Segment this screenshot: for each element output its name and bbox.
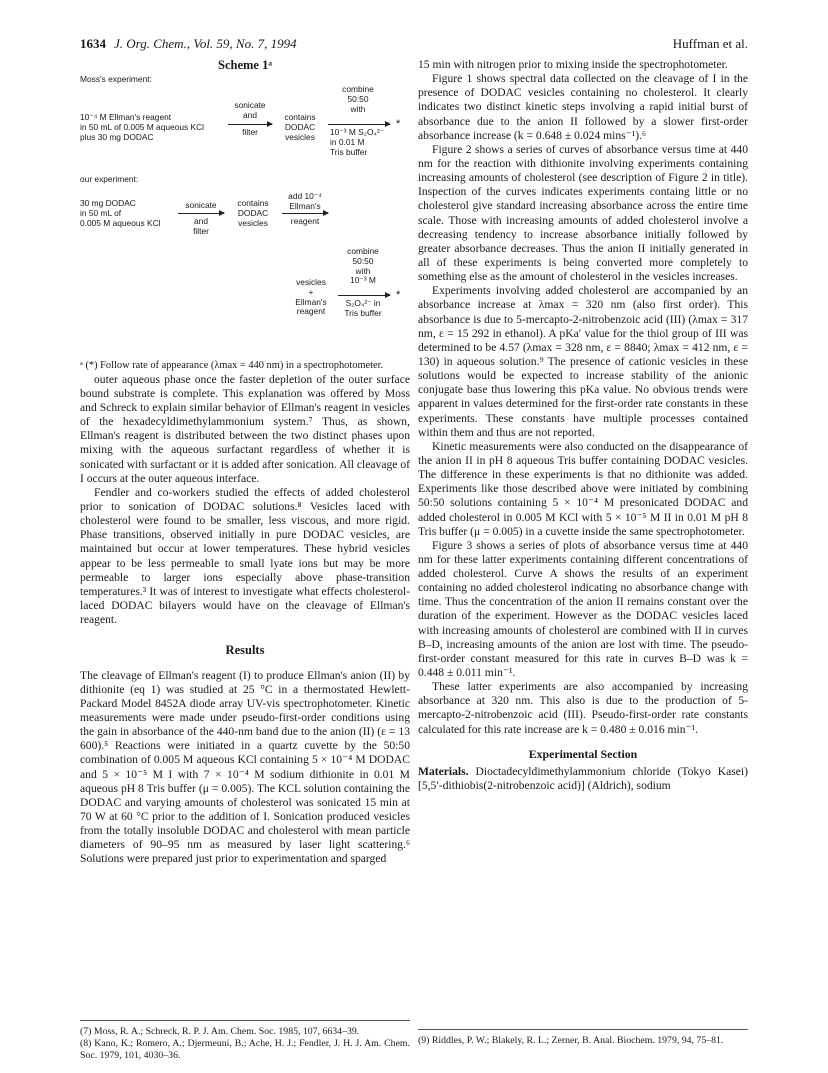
our-experiment-label: our experiment: xyxy=(80,174,139,185)
moss-product: contains DODAC vesicles xyxy=(284,112,316,142)
moss-arrow1 xyxy=(228,124,272,125)
our-follow-star: * xyxy=(396,289,401,302)
paragraph: These latter experiments are also accompanied by increasing absorbance at 320 nm. This also is due to the production of 5-mercapto-2-nitrobenzoic acid (III). Pseudo-first-order rate constants calculated for this rate increase are k = 0.480 ± 0.016 min⁻¹. xyxy=(418,680,748,736)
journal-citation: J. Org. Chem., Vol. 59, No. 7, 1994 xyxy=(114,36,297,51)
running-head xyxy=(80,36,297,52)
paragraph: The cleavage of Ellman's reagent (I) to produce Ellman's anion (II) by dithionite (eq 1) was studied at 25 °C in a thermostated Hewlett-Packard Model 8452A diode array UV-vis spectrophotometer. Kinetic measurements were made under pseudo-first-order conditions using the gain in absorbance of the 440-nm band due to the anion (II) (ε = 13 600).⁵ Reactions were initiated in a quartz cuvette by the 50:50 combination of 0.005 M aqueous KCl containing 5 × 10⁻⁴ M DODAC and 5 × 10⁻⁵ M I with 7 × 10⁻⁴ M sodium dithionite in 0.01 M aqueous pH 8 Tris buffer (μ = 0.005). The KCL solution containing the DODAC and varying amounts of cholesterol was sonicated 15 min at 70 W at 60 °C prior to the addition of I. Sonication produced vesicles from the totally insoluble DODAC and cholesterol with mean particle diameters of 90–95 nm as measured by laser light scattering.⁶ Solutions were prepared just prior to experimentation and sparged xyxy=(80,668,410,866)
our-arrow3-top: combine 50:50 with 10⁻³ M xyxy=(347,246,379,286)
paragraph: Figure 2 shows a series of curves of absorbance versus time at 440 nm for the reaction with dithionite involving experiments containing increasing amounts of cholesterol (see description of Figure 2 in title). Inspection of the curves indicates experiments containg little or no cholesterol give standard increasing absorbance across the entire time scale. Those with increasing amounts of added cholesterol involve a decreasing tendency to increase absorbance initially followed by greater absorbance decreases. Thus the anion II initially generated in all of these experiments is being converted more completely to something else as the amount of cholesterol in the vesicles increases. xyxy=(418,142,748,284)
scheme-diagram xyxy=(80,75,410,360)
moss-arrow2-bottom: 10⁻³ M S₂O₄²⁻ in 0.01 M Tris buffer xyxy=(330,127,385,157)
moss-arrow1-bottom: filter xyxy=(242,127,258,138)
paragraph: Figure 3 shows a series of plots of absorbance versus time at 440 nm for these latter experiments containing different concentrations of added cholesterol. Curve A shows the results of an experiment containing no added cholesterol indicating no absorbance change with time. Thus the concentration of the anion II remains constant over the duration of the experiment. However as the DODAC vesicles laced with increasing amounts of cholesterol are combined with II in curves B–D, increasing amounts of the anion are lost with time. The pseudo-first-order constant measured for this rate in curves B–D was k = 0.448 ± 0.011 min⁻¹. xyxy=(418,538,748,680)
section-heading-results: Results xyxy=(225,643,265,658)
moss-arrow2-top: combine 50:50 with xyxy=(342,84,374,114)
our-arrow3-bottom: S₂O₄²⁻ in Tris buffer xyxy=(344,298,382,318)
footnote-9: (9) Riddles, P. W.; Blakely, R. L.; Zerner, B. Anal. Biochem. 1979, 94, 75–81. xyxy=(418,1035,724,1046)
footnote-7: (7) Moss, R. A.; Schreck, R. P. J. Am. Chem. Soc. 1985, 107, 6634–39. xyxy=(80,1026,360,1037)
our-reagent: 30 mg DODAC in 50 mL of 0.005 M aqueous KCl xyxy=(80,198,161,228)
scheme-footnote: ᵃ (*) Follow rate of appearance (λmax = 440 nm) in a spectrophotometer. xyxy=(80,360,384,372)
footnotes-left xyxy=(80,1020,410,1061)
page-header xyxy=(80,36,748,54)
paragraph: Kinetic measurements were also conducted on the disappearance of the anion II in pH 8 aqueous Tris buffer containing DODAC vesicles. The difference in these experiments is that no dithionite was added. Experiments like those described above were initiated by combining 50:50 solutions containing 5 × 10⁻⁴ M presonicated DODAC and added cholesterol in 0.005 M KCl with 5 × 10⁻⁵ M II in 0.01 M pH 8 Tris buffer (μ = 0.005) in a cuvette inside the same spectrophotometer. xyxy=(418,439,748,538)
our-arrow3 xyxy=(338,295,390,296)
moss-arrow1-top: sonicate and xyxy=(234,100,266,120)
moss-reagent: 10⁻⁴ M Ellman's reagent in 50 mL of 0.005 M aqueous KCl plus 30 mg DODAC xyxy=(80,112,204,142)
our-arrow2-top: add 10⁻⁴ Ellman's xyxy=(288,191,322,211)
moss-follow-star: * xyxy=(396,118,401,131)
materials-text: Dioctadecyldimethylammonium chloride (Tokyo Kasei) [5,5′-dithiobis(2-nitrobenzoic acid)] (Aldrich), sodium xyxy=(418,765,748,793)
our-arrow2 xyxy=(282,213,328,214)
subsection-lead: Materials. xyxy=(418,765,469,779)
right-column xyxy=(418,58,748,793)
paragraph: Fendler and co-workers studied the effects of added cholesterol prior to sonication of DODAC solutions.⁸ Vesicles laced with cholesterol were found to be smaller, less viscous, and more rigid. Phase transitions, observed initially in pure DODAC vesicles, are maintained but occur at lower temperatures. These hybrid vesicles appear to be less permeable to small lyate ions but may be more permeable to larger ions especially above phase-transition temperatures.³ It was of interest to investigate what effects cholesterol-laced DODAC bilayers would have on the cleavage of Ellman's reagent. xyxy=(80,485,410,627)
paragraph: outer aqueous phase once the faster depletion of the outer surface bound substrate is complete. This explanation was offered by Moss and Schreck to explain similar behavior of Ellman's reagent in vesicles of the hexadecyldimethylammonium system.⁷ Thus, as shown, Ellman's reagent is distributed between the two distinct phases upon mixing with the aqueous surfactant regardless of whether it is sonicated with surfactant or it is added after sonication. All cleavage of I occurs at the outer aqueous interface. xyxy=(80,372,410,485)
our-arrow1-top: sonicate xyxy=(185,200,217,211)
section-heading-experimental: Experimental Section xyxy=(528,746,638,761)
footnote-8: (8) Kano, K.; Romero, A.; Djermeuni, B.; Ache, H. J.; Fendler, J. H. J. Am. Chem. Soc. 1979, 101, 4030–36. xyxy=(80,1037,410,1061)
left-column xyxy=(80,58,410,866)
our-product: contains DODAC vesicles xyxy=(237,198,269,228)
paragraph: 15 min with nitrogen prior to mixing inside the spectrophotometer. xyxy=(418,58,728,71)
our-mix: vesicles + Ellman's reagent xyxy=(295,277,327,317)
footnotes-right xyxy=(418,1029,748,1047)
paragraph: Experiments involving added cholesterol are accompanied by an absorbance increase at λmax = 320 nm (also first order). This absorbance is due to 5-mercapto-2-nitrobenzoic acid (III) (λmax = 317 nm, ε = 15 292 in ethanol). A pKa′ value for the thiol group of III was determined to be 4.57 (λmax = 328 nm, ε = 8840; λmax = 412 nm, ε = 130) in aqueous solution.⁹ The presence of cationic vesicles in these solutions would be expected to increase stability of the anionic conjugate base thus lowering this pKa value. No obvious trends were apparent in values determined for the first-order rate constants in these experiments. These constants have multiple processes contained within them and thus are not reported. xyxy=(418,284,748,439)
moss-arrow2 xyxy=(328,124,390,125)
scheme-title: Scheme 1ᵃ xyxy=(218,58,272,72)
moss-experiment-label: Moss's experiment: xyxy=(80,74,152,85)
our-arrow1 xyxy=(178,213,224,214)
paragraph-materials xyxy=(418,765,748,793)
our-arrow2-bottom: reagent xyxy=(290,216,320,227)
running-authors: Huffman et al. xyxy=(672,36,748,51)
paragraph: Figure 1 shows spectral data collected on the cleavage of I in the presence of DODAC vesicles containing no cholesterol. It clearly indicates two distinct kinetic steps involving a rapid initial burst of absorbance due to the anion II followed by a slower first-order absorbance increase (k = 0.648 ± 0.024 mins⁻¹).⁶ xyxy=(418,72,748,142)
page-number: 1634 xyxy=(80,36,106,51)
our-arrow1-bottom: and filter xyxy=(193,216,209,236)
